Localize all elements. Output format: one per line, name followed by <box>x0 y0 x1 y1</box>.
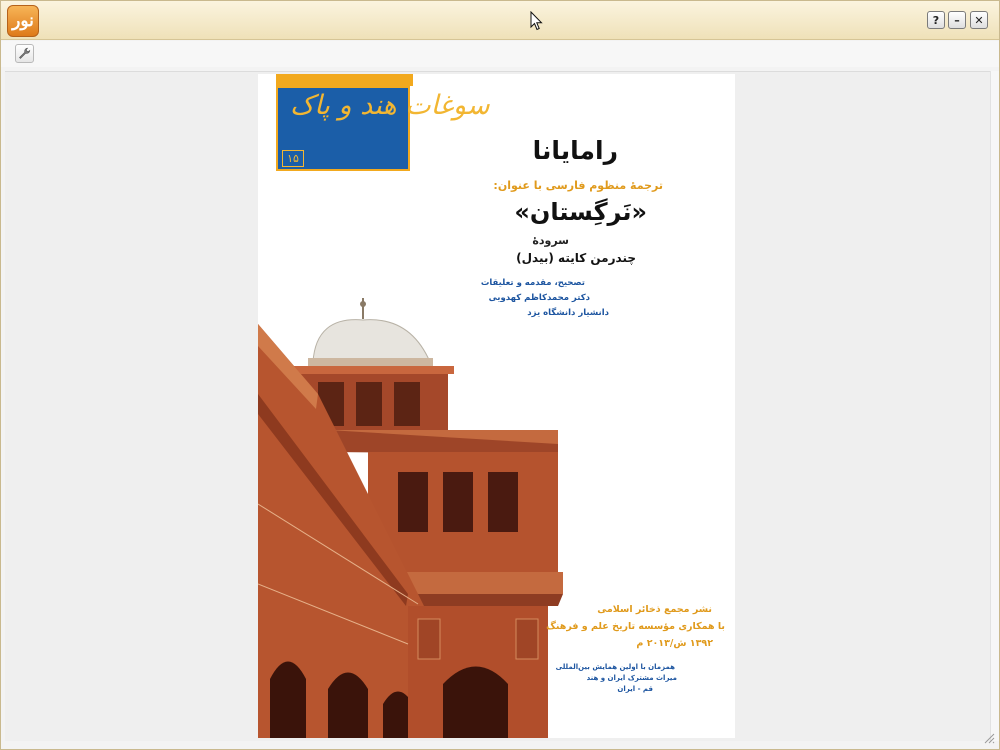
editor-credit: تصحیح، مقدمه و تعلیقات <box>480 278 585 288</box>
publication-date: ۱۳۹۲ ش/۲۰۱۳ م <box>636 638 713 649</box>
composed-by-label: سرودهٔ <box>532 234 569 247</box>
conference-location: قم - ایران <box>617 685 653 693</box>
mausoleum-photo <box>258 284 578 738</box>
viewer-scrollbar[interactable] <box>990 71 999 741</box>
toolbar <box>1 41 999 67</box>
series-logo <box>276 74 490 174</box>
book-subtitle: ترجمهٔ منظوم فارسی با عنوان: <box>493 179 663 192</box>
settings-tool-button[interactable] <box>15 44 34 63</box>
resize-grip-icon[interactable] <box>983 732 995 744</box>
help-button[interactable]: ? <box>927 11 945 29</box>
series-number: ۱۵ <box>282 150 304 167</box>
poet-name: چندرمن کایته (بیدل) <box>516 251 636 265</box>
close-button[interactable]: ✕ <box>970 11 988 29</box>
editor-name: دکتر محمدکاظم کهدویی <box>488 293 590 303</box>
series-logo-band <box>276 74 413 86</box>
wrench-icon <box>18 47 31 60</box>
book-title: رامایانا <box>532 136 618 165</box>
mouse-cursor-icon <box>530 11 544 31</box>
conference-note-1: همزمان با اولین همایش بین‌المللی <box>555 663 675 671</box>
book-cover-page <box>258 74 735 738</box>
poem-title: «نَرگِستان» <box>514 198 647 226</box>
series-title: سوغات هند و پاک <box>290 90 490 121</box>
minimize-button[interactable]: – <box>948 11 966 29</box>
app-logo[interactable]: نور <box>7 5 39 37</box>
publisher-line-2: با همکاری مؤسسه تاریخ علم و فرهنگ <box>546 621 725 632</box>
conference-note-2: میراث مشترک ایران و هند <box>586 674 677 682</box>
title-bar[interactable] <box>1 1 999 40</box>
publisher-line-1: نشر مجمع ذخائر اسلامی <box>597 604 712 615</box>
editor-affiliation: دانشیار دانشگاه یزد <box>527 308 609 318</box>
